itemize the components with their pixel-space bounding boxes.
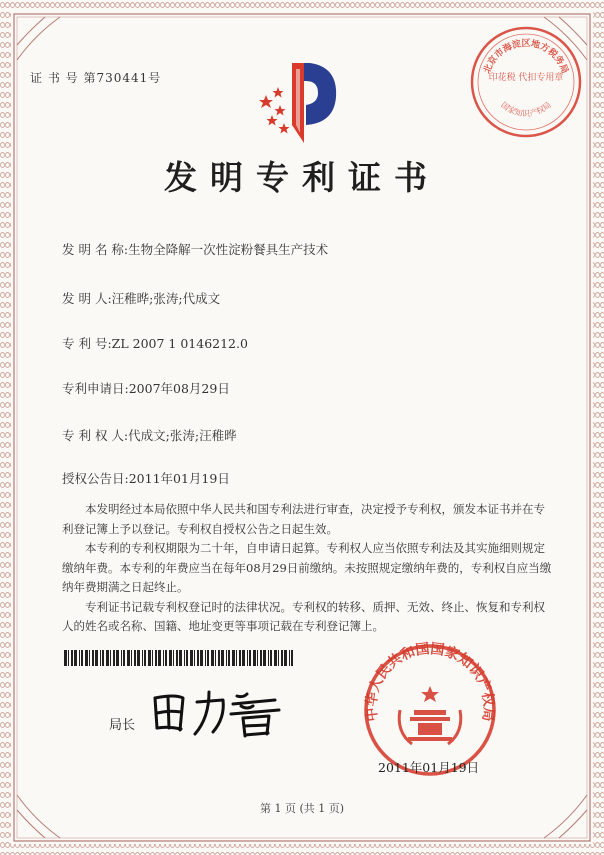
field-label: 发 明 名 称: bbox=[62, 242, 129, 257]
field-value: 生物全降解一次性淀粉餐具生产技术 bbox=[128, 242, 329, 257]
certificate-number: 证 书 号 第730441号 bbox=[30, 71, 162, 85]
certificate-body bbox=[62, 500, 552, 637]
body-paragraph: 本发明经过本局依照中华人民共和国专利法进行审查，决定授予专利权，颁发本证书并在专利登记簿上予以登记。专利权自授权公告之日起生效。 bbox=[62, 502, 545, 536]
field-label: 专 利 权 人: bbox=[62, 428, 129, 443]
field-grant-date bbox=[62, 469, 230, 487]
field-label: 发 明 人: bbox=[62, 291, 112, 306]
page-number: 第 1 页 (共 1 页) bbox=[259, 802, 345, 815]
body-paragraph: 专利证书记载专利权登记时的法律状况。专利权的转移、质押、无效、终止、恢复和专利权人的姓名或名称、国籍、地址变更等事项记载在专利登记簿上。 bbox=[62, 599, 545, 633]
field-value: ZL 2007 1 0146212.0 bbox=[111, 336, 248, 351]
field-application-date bbox=[62, 379, 230, 397]
field-label: 专 利 号: bbox=[62, 336, 112, 351]
svg-text:印花税 代扣专用章: 印花税 代扣专用章 bbox=[488, 73, 564, 83]
field-value: 汪稚晔;张涛;代成文 bbox=[111, 291, 221, 306]
field-inventor bbox=[62, 289, 220, 307]
signature-role: 局长 bbox=[109, 718, 136, 733]
tax-bureau-seal bbox=[466, 22, 586, 142]
seal-date: 2011年01月19日 bbox=[378, 760, 480, 775]
certificate-title: 发明专利证书 bbox=[164, 158, 440, 197]
field-value: 2011年01月19日 bbox=[128, 471, 230, 486]
barcode-icon bbox=[64, 650, 296, 666]
field-invention-name bbox=[62, 240, 328, 258]
svg-text:中华人民共和国国家知识产权局: 中华人民共和国国家知识产权局 bbox=[363, 641, 497, 723]
field-value: 2007年08月29日 bbox=[128, 381, 230, 396]
handwritten-signature bbox=[147, 688, 287, 740]
field-label: 专利申请日: bbox=[62, 381, 129, 396]
field-patent-number bbox=[62, 334, 248, 352]
patent-office-logo-icon bbox=[252, 55, 344, 145]
svg-text:国家知识产权局: 国家知识产权局 bbox=[499, 100, 553, 119]
svg-text:北京市海淀区地方税务局: 北京市海淀区地方税务局 bbox=[482, 39, 570, 76]
field-patentee bbox=[62, 426, 237, 444]
field-value: 代成文;张涛;汪稚晔 bbox=[128, 428, 237, 443]
body-paragraph: 本专利的专利权期限为二十年，自申请日起算。专利权人应当依照专利法及其实施细则规定缴纳年费。本专利的年费应当在每年08月29日前缴纳。未按照规定缴纳年费的，专利权自应当缴纳年费期满之日起终止。 bbox=[62, 541, 552, 594]
field-label: 授权公告日: bbox=[62, 471, 129, 486]
